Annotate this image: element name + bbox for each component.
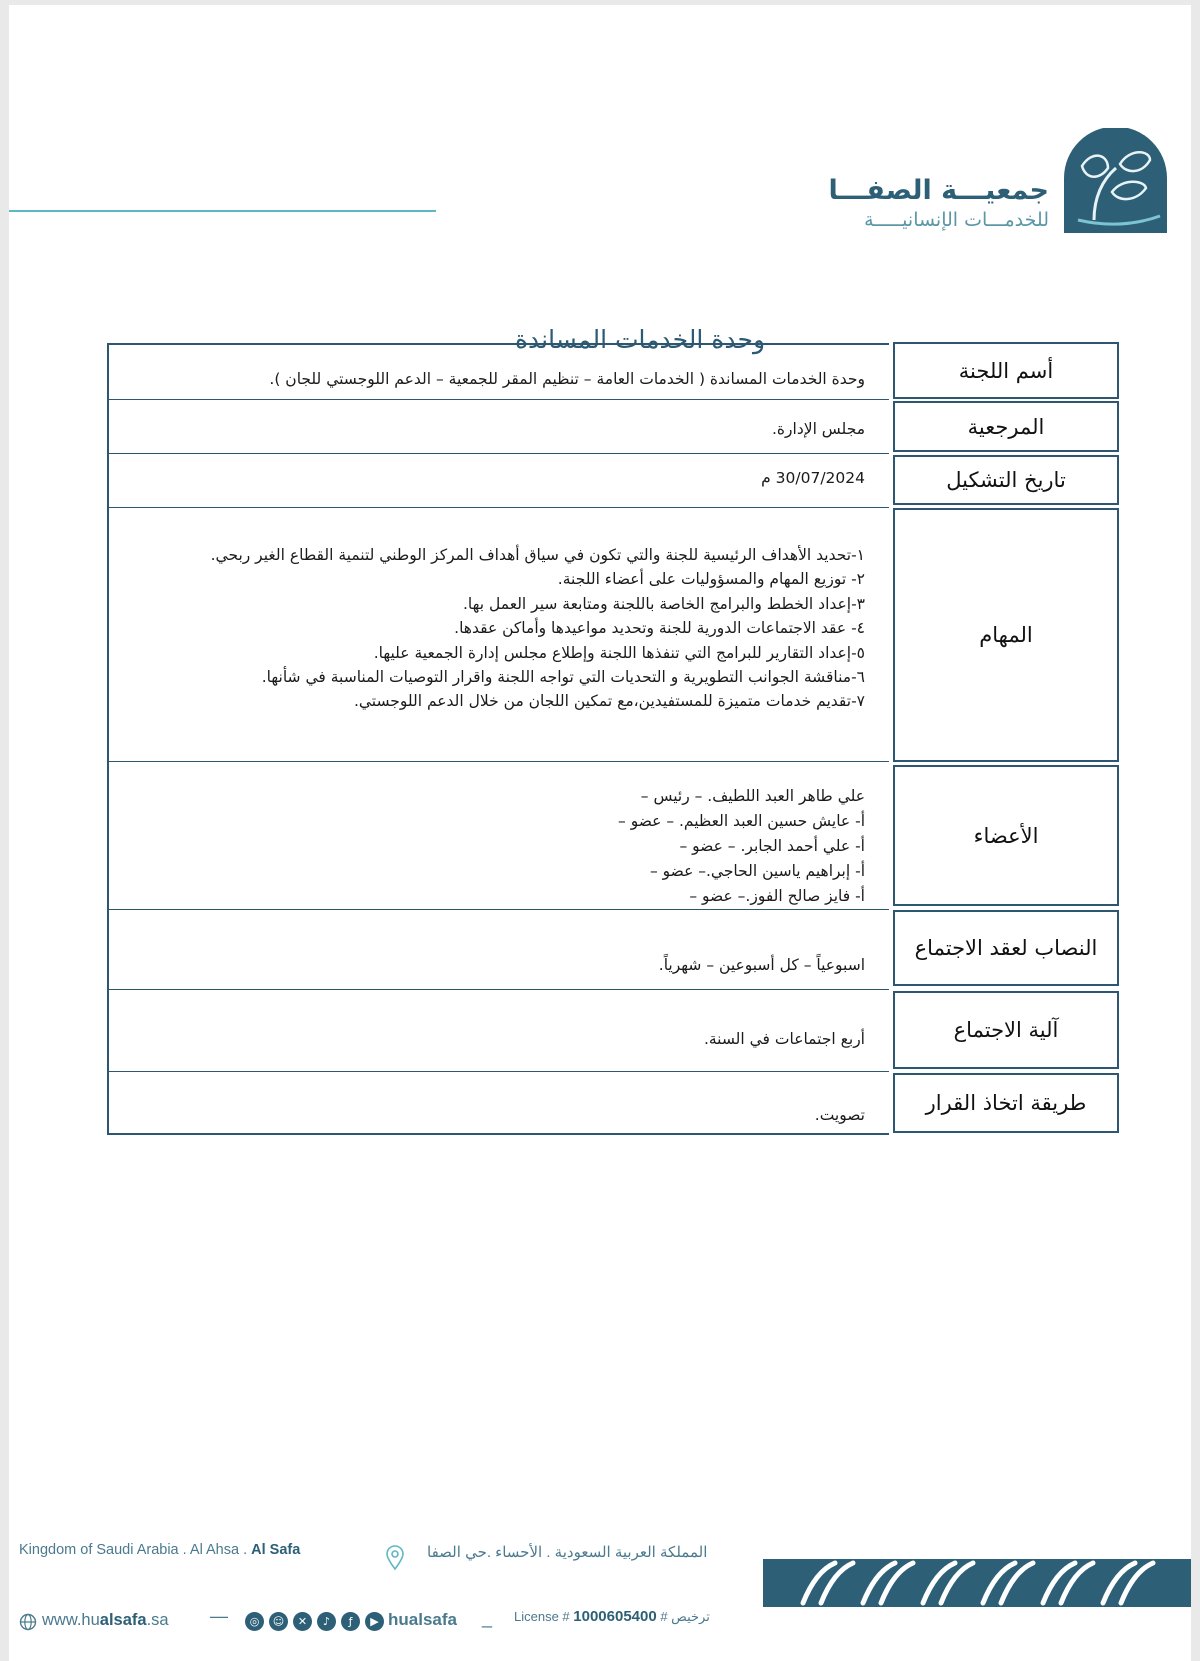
social-icons bbox=[245, 1612, 384, 1631]
tiktok-icon[interactable]: ♪ bbox=[317, 1612, 336, 1631]
task-item: ٦-مناقشة الجوانب التطويرية و التحديات التي تواجه اللجنة واقرار التوصيات المناسبة في شأنها. bbox=[261, 668, 865, 687]
leaf-logo-icon bbox=[1064, 128, 1167, 233]
globe-icon bbox=[19, 1613, 37, 1631]
task-item: ٣-إعداد الخطط والبرامج الخاصة باللجنة ومتابعة سير العمل بها. bbox=[463, 594, 865, 613]
label-committee-name: أسم اللجنة bbox=[893, 342, 1119, 399]
location-pin-icon bbox=[385, 1545, 405, 1571]
decorative-stripe-banner bbox=[763, 1559, 1191, 1607]
member-item: أ- عايش حسين العبد العظيم. – عضو – bbox=[618, 812, 865, 830]
value-formation-date bbox=[107, 454, 889, 508]
meeting-mechanism-text: أربع اجتماعات في السنة. bbox=[703, 1030, 865, 1048]
decision-method-text: تصويت. bbox=[814, 1106, 865, 1124]
task-item: ٤- عقد الاجتماعات الدورية للجنة وتحديد مواعيدها وأماكن عقدها. bbox=[454, 619, 865, 638]
address-arabic: المملكة العربية السعودية . الأحساء .حي الصفا bbox=[427, 1544, 708, 1561]
address-english: Kingdom of Saudi Arabia . Al Ahsa . Al Safa bbox=[19, 1542, 301, 1558]
value-decision-method bbox=[107, 1072, 889, 1135]
unit-title: وحدة الخدمات المساندة bbox=[514, 325, 766, 354]
separator-dash: — bbox=[210, 1606, 228, 1626]
task-item: ٧-تقديم خدمات متميزة للمستفيدين،مع تمكين اللجان من خلال الدعم اللوجستي. bbox=[353, 692, 865, 711]
x-icon[interactable]: ✕ bbox=[293, 1612, 312, 1631]
org-tagline: للخدمـــات الإنسانيـــــة bbox=[864, 209, 1049, 231]
youtube-icon[interactable]: ▶ bbox=[365, 1612, 384, 1631]
value-quorum bbox=[107, 910, 889, 990]
committee-name-text: وحدة الخدمات المساندة ( الخدمات العامة – تنظيم المقر للجمعية – الدعم اللوجستي للجان ). bbox=[269, 370, 865, 388]
label-formation-date: تاريخ التشكيل bbox=[893, 455, 1119, 505]
value-members bbox=[107, 762, 889, 910]
member-item: علي طاهر العبد اللطيف. – رئيس – bbox=[640, 787, 865, 805]
label-meeting-mechanism: آلية الاجتماع bbox=[893, 991, 1119, 1069]
task-item: ١-تحديد الأهداف الرئيسية للجنة والتي تكون في سياق أهداف المركز الوطني لتنمية القطاع الغير ربحي. bbox=[210, 546, 865, 564]
license-number: License # 1000605400 # ترخيص bbox=[514, 1608, 710, 1625]
website-link[interactable]: www.hualsafa.sa bbox=[42, 1611, 169, 1629]
facebook-icon[interactable]: ƒ bbox=[341, 1612, 360, 1631]
label-tasks: المهام bbox=[893, 508, 1119, 762]
snapchat-icon[interactable]: ☺ bbox=[269, 1612, 288, 1631]
label-quorum: النصاب لعقد الاجتماع bbox=[893, 910, 1119, 986]
document-page bbox=[9, 5, 1191, 1661]
value-meeting-mechanism bbox=[107, 990, 889, 1072]
label-decision-method: طريقة اتخاذ القرار bbox=[893, 1073, 1119, 1133]
label-reference: المرجعية bbox=[893, 401, 1119, 452]
task-item: ٥-إعداد التقارير للبرامج التي تنفذها اللجنة وإطلاع مجلس إدارة الجمعية عليها. bbox=[373, 643, 865, 662]
instagram-icon[interactable]: ◎ bbox=[245, 1612, 264, 1631]
member-item: أ- إبراهيم ياسين الحاجي.– عضو – bbox=[649, 862, 865, 880]
social-handle[interactable]: hualsafa bbox=[388, 1610, 457, 1629]
member-item: أ- علي أحمد الجابر. – عضو – bbox=[679, 837, 865, 855]
header-rule bbox=[9, 210, 436, 212]
formation-date-text: 30/07/2024 م bbox=[761, 469, 865, 487]
reference-text: مجلس الإدارة. bbox=[771, 420, 865, 438]
value-reference bbox=[107, 400, 889, 454]
separator-underscore: _ bbox=[482, 1608, 493, 1628]
value-tasks bbox=[107, 508, 889, 762]
member-item: أ- فايز صالح الفوز.– عضو – bbox=[689, 887, 865, 905]
org-name: جمعيـــة الصفـــا bbox=[828, 175, 1049, 206]
task-item: ٢- توزيع المهام والمسؤوليات على أعضاء اللجنة. bbox=[557, 570, 865, 589]
value-committee-name bbox=[107, 343, 889, 400]
quorum-text: اسبوعياً – كل أسبوعين – شهرياً. bbox=[658, 956, 865, 974]
label-members: الأعضاء bbox=[893, 765, 1119, 906]
